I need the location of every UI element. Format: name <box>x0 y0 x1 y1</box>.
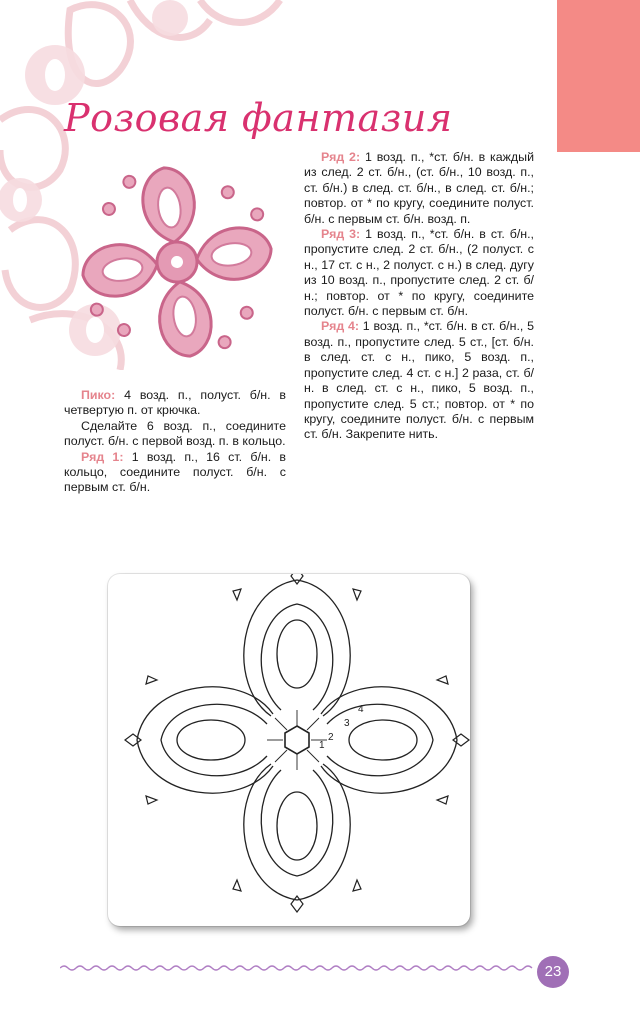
row-2-paragraph <box>304 150 534 227</box>
picot-paragraph <box>64 388 286 419</box>
chart-row-label-4: 4 <box>358 704 364 715</box>
crochet-motif-photo <box>64 156 294 380</box>
chart-row-label-2: 2 <box>328 732 334 743</box>
row-4-text: 1 возд. п., *ст. б/н. в ст. б/н., 5 возд. п., пропустите след. 5 ст., [ст. б/н. в след. ст. с н., пико, 5 возд. п., пропустите след. 4 ст. с н.] 2 раза, ст. б/н. в след. ст. с н., пико, 5 возд. п., пропустите след. 5 ст.; повтор. от * по кругу, соедините полуст. б/н. с первым ст. б/н. Закрепите нить. <box>304 319 535 442</box>
row-4-paragraph <box>304 319 534 442</box>
ring-text: Сделайте 6 возд. п., соедините полуст. б/н. с первой возд. п. в кольцо. <box>64 418 286 449</box>
crochet-chart-card <box>108 574 470 926</box>
instructions-right-column <box>304 150 534 443</box>
page-title: Розовая фантазия <box>64 96 453 140</box>
picot-label: Пико: <box>81 388 116 402</box>
decorative-wave-divider <box>60 963 535 973</box>
ring-paragraph <box>64 419 286 450</box>
chart-row-label-3: 3 <box>344 718 350 729</box>
crochet-chart <box>108 574 470 926</box>
row-3-paragraph <box>304 227 534 319</box>
instructions-left-column <box>64 388 286 496</box>
chart-row-label-1: 1 <box>319 740 325 751</box>
row-1-label: Ряд 1: <box>81 449 124 464</box>
picot-text: 4 возд. п., полуст. б/н. в четвертую п. от крючка. <box>64 388 286 418</box>
row-2-text: 1 возд. п., *ст. б/н. в каждый из след. 2 ст. б/н., (ст. б/н., 10 возд. п., ст. б/н.) в след. ст. б/н., в след. ст. б/н.; повтор. от * по кругу, соедините полуст. б/н. с первым ст. б/н. возд. п. <box>304 150 534 226</box>
corner-color-block <box>557 0 640 152</box>
row-4-label: Ряд 4: <box>321 319 359 334</box>
row-1-paragraph <box>64 450 286 496</box>
row-3-text: 1 возд. п., *ст. б/н. в ст. б/н., пропустите след. 2 ст. б/н., (2 полуст. с н., 17 ст. с н., 2 полуст. с н.) в след. дугу из 10 возд. п., пропустите след. 2 ст. б/н.; повтор. от * по кругу, соедините полуст. б/н. с первым ст. б/н. <box>304 227 535 319</box>
row-2-label: Ряд 2: <box>321 150 361 164</box>
row-1-text: 1 возд. п., 16 ст. б/н. в кольцо, соедините полуст. б/н. с первым ст. б/н. <box>64 449 286 495</box>
row-3-label: Ряд 3: <box>321 227 361 242</box>
page-number: 23 <box>537 956 569 988</box>
